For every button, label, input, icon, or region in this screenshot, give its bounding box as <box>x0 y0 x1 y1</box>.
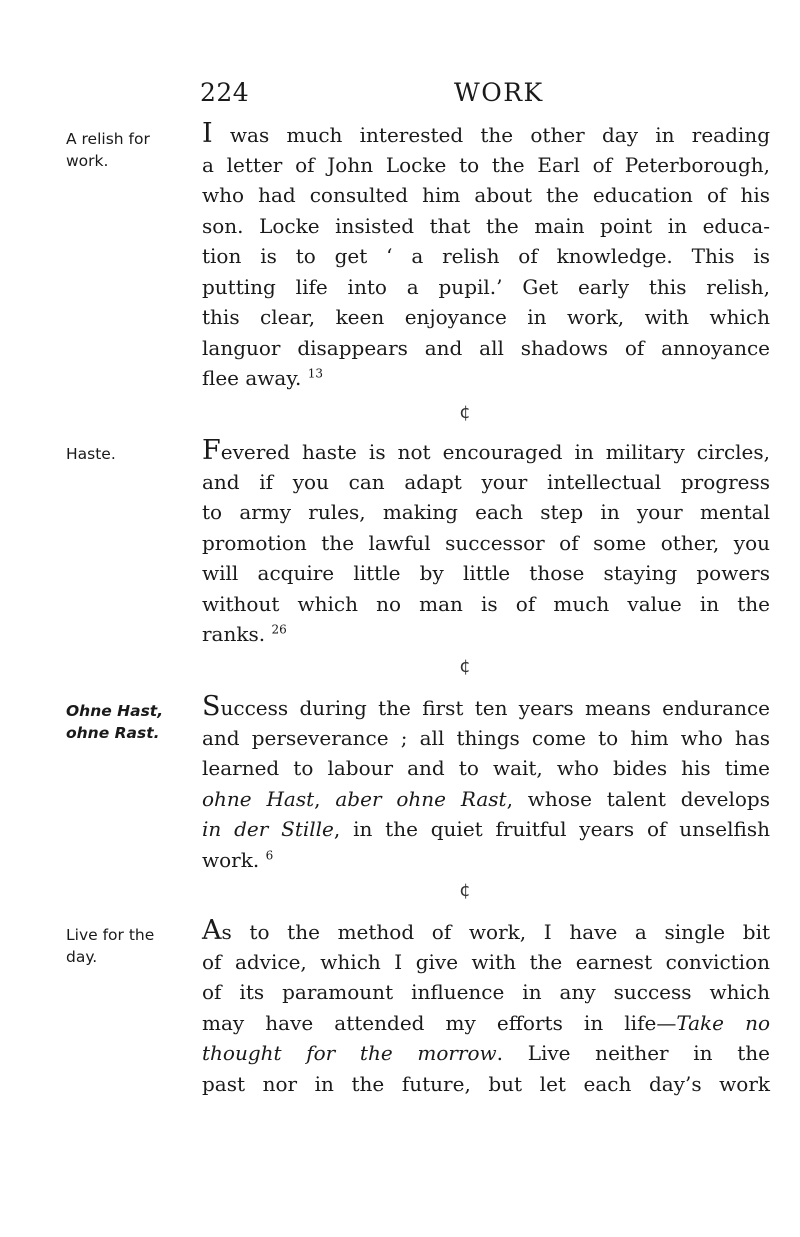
ornament-divider: ¢ <box>459 402 471 423</box>
text-line: I was much interested the other day in reading <box>202 118 770 149</box>
text-line: who had consulted him about the education of his <box>202 183 770 207</box>
sidenote-live-for-the-day: Live for the day. <box>66 926 155 966</box>
paragraph-live-for-the-day <box>202 916 770 1099</box>
page-title: WORK <box>454 78 544 107</box>
text-line: will acquire little by little those staying powers <box>202 561 770 585</box>
ornament-divider: ¢ <box>459 880 471 901</box>
ornament-divider: ¢ <box>459 656 471 677</box>
text-line: learned to labour and to wait, who bides his time <box>202 756 770 780</box>
text-line: of advice, which I give with the earnest conviction <box>202 949 770 974</box>
text-line: without which no man is of much value in the <box>202 591 770 616</box>
text-line: this clear, keen enjoyance in work, with which <box>202 305 770 329</box>
paragraph-haste <box>202 436 770 650</box>
running-head <box>200 78 580 108</box>
paragraph-ohne-hast <box>202 692 770 875</box>
text-line: Success during the first ten years means endurance <box>202 691 770 722</box>
text-line: may have attended my efforts in life—Take no <box>202 1010 771 1035</box>
page-number: 224 <box>200 78 250 107</box>
sidenote-ohne-hast: Ohne Hast, ohne Rast. <box>66 702 164 742</box>
footnote-ref: 26 <box>271 622 287 637</box>
sidenote-haste: Haste. <box>66 445 116 463</box>
footnote-ref: 13 <box>307 366 323 381</box>
text-line: in der Stille, in the quiet fruitful years of unselfish <box>202 817 770 841</box>
text-line: tion is to get ‘ a relish of knowledge. This is <box>202 244 770 268</box>
text-line: past nor in the future, but let each day’s work <box>202 1071 770 1096</box>
sidenote-relish: A relish for work. <box>66 130 150 170</box>
text-line: son. Locke insisted that the main point in educa- <box>202 213 770 238</box>
footnote-ref: 6 <box>265 847 274 862</box>
text-line: work. $^6$ <box>202 847 274 872</box>
paragraph-relish <box>202 119 770 394</box>
text-line: of its paramount influence in any success which <box>202 980 770 1004</box>
text-line: As to the method of work, I have a single bit <box>202 915 770 946</box>
text-line: putting life into a pupil.’ Get early this relish, <box>202 274 770 299</box>
text-line: and if you can adapt your intellectual progress <box>202 469 770 494</box>
text-line: to army rules, making each step in your mental <box>202 500 770 524</box>
text-line: a letter of John Locke to the Earl of Peterborough, <box>202 152 770 177</box>
text-line: thought for the morrow. Live neither in the <box>202 1041 771 1065</box>
text-line: languor disappears and all shadows of annoyance <box>202 335 770 360</box>
text-line: promotion the lawful successor of some other, you <box>202 530 770 555</box>
text-line: ohne Hast, aber ohne Rast, whose talent develops <box>202 786 771 811</box>
text-line: and perseverance ; all things come to him who has <box>202 725 770 750</box>
text-line: ranks. $^{26}$ <box>202 622 287 646</box>
text-line: flee away. $^{13}$ <box>202 366 323 390</box>
text-line: Fevered haste is not encouraged in military circles, <box>202 435 770 466</box>
